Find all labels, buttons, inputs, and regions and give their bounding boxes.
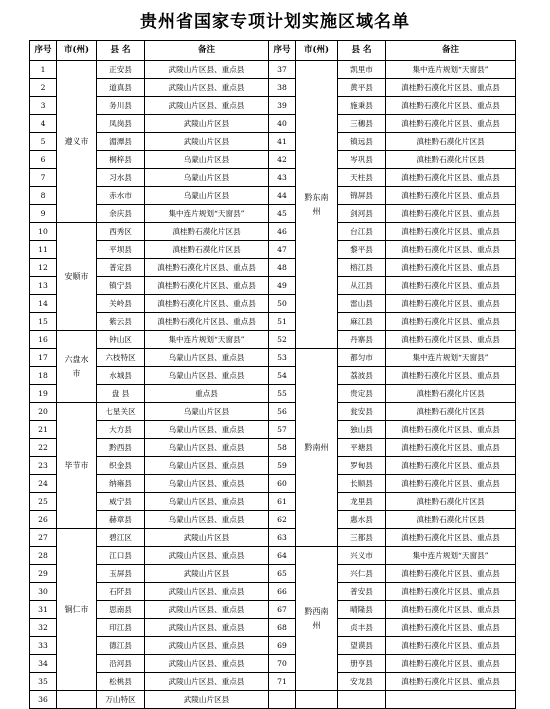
note: 滇桂黔石漠化片区县 xyxy=(145,241,269,259)
row-number: 23 xyxy=(30,457,57,475)
note: 滇桂黔石漠化片区县、重点县 xyxy=(386,187,516,205)
row-number: 49 xyxy=(269,277,296,295)
county-name: 桐梓县 xyxy=(97,151,145,169)
county-name: 盘 县 xyxy=(97,385,145,403)
row-number: 52 xyxy=(269,331,296,349)
city-name: 黔东南州 xyxy=(304,192,329,216)
row-number: 32 xyxy=(30,619,57,637)
header-city: 市(州) xyxy=(57,41,97,61)
row-number: 39 xyxy=(269,97,296,115)
county-name: 独山县 xyxy=(338,421,386,439)
row-number: 9 xyxy=(30,205,57,223)
county-name: 黔西县 xyxy=(97,439,145,457)
county-name: 麻江县 xyxy=(338,313,386,331)
county-name: 惠水县 xyxy=(338,511,386,529)
county-name: 水城县 xyxy=(97,367,145,385)
city-name: 遵义市 xyxy=(64,136,89,146)
note: 重点县 xyxy=(145,385,269,403)
table-row xyxy=(30,241,516,259)
note: 滇桂黔石漠化片区县、重点县 xyxy=(386,475,516,493)
city-cell xyxy=(57,691,97,709)
row-number: 40 xyxy=(269,115,296,133)
county-name: 大方县 xyxy=(97,421,145,439)
note: 滇桂黔石漠化片区县 xyxy=(386,493,516,511)
table-row xyxy=(30,439,516,457)
county-name: 册亨县 xyxy=(338,655,386,673)
note: 乌蒙山片区县 xyxy=(145,151,269,169)
table-row xyxy=(30,385,516,403)
county-name: 镇宁县 xyxy=(97,277,145,295)
row-number: 42 xyxy=(269,151,296,169)
county-name: 天柱县 xyxy=(338,169,386,187)
county-name: 七星关区 xyxy=(97,403,145,421)
row-number: 20 xyxy=(30,403,57,421)
county-name: 贞丰县 xyxy=(338,619,386,637)
row-number: 17 xyxy=(30,349,57,367)
note: 滇桂黔石漠化片区县、重点县 xyxy=(386,637,516,655)
note: 滇桂黔石漠化片区县、重点县 xyxy=(386,673,516,691)
row-number: 19 xyxy=(30,385,57,403)
row-number: 70 xyxy=(269,655,296,673)
row-number: 21 xyxy=(30,421,57,439)
table-row xyxy=(30,259,516,277)
note: 乌蒙山片区县、重点县 xyxy=(145,439,269,457)
county-name: 印江县 xyxy=(97,619,145,637)
table-row xyxy=(30,457,516,475)
row-number: 18 xyxy=(30,367,57,385)
table-row xyxy=(30,331,516,349)
row-number: 27 xyxy=(30,529,57,547)
note: 滇桂黔石漠化片区县、重点县 xyxy=(386,205,516,223)
row-number: 5 xyxy=(30,133,57,151)
row-number: 57 xyxy=(269,421,296,439)
county-name: 兴义市 xyxy=(338,547,386,565)
note: 滇桂黔石漠化片区县、重点县 xyxy=(386,223,516,241)
row-number: 13 xyxy=(30,277,57,295)
table-row xyxy=(30,475,516,493)
county-name: 普安县 xyxy=(338,583,386,601)
county-name: 望谟县 xyxy=(338,637,386,655)
note: 武陵山片区县、重点县 xyxy=(145,673,269,691)
note: 滇桂黔石漠化片区县、重点县 xyxy=(386,655,516,673)
city-cell xyxy=(57,61,97,223)
county-name: 贵定县 xyxy=(338,385,386,403)
county-name: 凯里市 xyxy=(338,61,386,79)
county-name: 锦屏县 xyxy=(338,187,386,205)
row-number: 45 xyxy=(269,205,296,223)
note: 滇桂黔石漠化片区县、重点县 xyxy=(145,313,269,331)
county-name: 黎平县 xyxy=(338,241,386,259)
city-cell xyxy=(296,547,338,691)
county-name: 安龙县 xyxy=(338,673,386,691)
row-number: 71 xyxy=(269,673,296,691)
row-number: 56 xyxy=(269,403,296,421)
note: 集中连片规划“天窗县” xyxy=(386,547,516,565)
county-name: 瓮安县 xyxy=(338,403,386,421)
county-name: 施秉县 xyxy=(338,97,386,115)
note: 集中连片规划“天窗县” xyxy=(145,205,269,223)
empty-note xyxy=(386,691,516,709)
note: 滇桂黔石漠化片区县、重点县 xyxy=(145,295,269,313)
note: 武陵山片区县、重点县 xyxy=(145,601,269,619)
table-row xyxy=(30,511,516,529)
row-number: 14 xyxy=(30,295,57,313)
county-name: 纳雍县 xyxy=(97,475,145,493)
note: 乌蒙山片区县、重点县 xyxy=(145,457,269,475)
table-row xyxy=(30,601,516,619)
city-cell xyxy=(296,349,338,547)
county-name: 威宁县 xyxy=(97,493,145,511)
table-row xyxy=(30,349,516,367)
note: 乌蒙山片区县 xyxy=(145,169,269,187)
table-row xyxy=(30,79,516,97)
header-city: 市(州) xyxy=(296,41,338,61)
row-number: 2 xyxy=(30,79,57,97)
row-number: 66 xyxy=(269,583,296,601)
row-number: 36 xyxy=(30,691,57,709)
note: 滇桂黔石漠化片区县、重点县 xyxy=(386,421,516,439)
row-number: 12 xyxy=(30,259,57,277)
note: 滇桂黔石漠化片区县、重点县 xyxy=(386,241,516,259)
region-table xyxy=(29,40,516,709)
note: 武陵山片区县、重点县 xyxy=(145,79,269,97)
row-number: 68 xyxy=(269,619,296,637)
table-row xyxy=(30,673,516,691)
row-number: 33 xyxy=(30,637,57,655)
county-name: 正安县 xyxy=(97,61,145,79)
county-name: 三穗县 xyxy=(338,115,386,133)
empty-row-number xyxy=(269,691,296,709)
city-name: 安顺市 xyxy=(64,271,89,281)
row-number: 4 xyxy=(30,115,57,133)
county-name: 罗甸县 xyxy=(338,457,386,475)
table-row xyxy=(30,691,516,709)
county-name: 荔波县 xyxy=(338,367,386,385)
note: 滇桂黔石漠化片区县、重点县 xyxy=(386,331,516,349)
city-name: 黔西南州 xyxy=(304,606,329,630)
row-number: 3 xyxy=(30,97,57,115)
table-row xyxy=(30,619,516,637)
county-name: 习水县 xyxy=(97,169,145,187)
table-row xyxy=(30,529,516,547)
note: 滇桂黔石漠化片区县、重点县 xyxy=(386,277,516,295)
table-header-row xyxy=(30,41,516,61)
note: 滇桂黔石漠化片区县、重点县 xyxy=(145,277,269,295)
row-number: 22 xyxy=(30,439,57,457)
row-number: 26 xyxy=(30,511,57,529)
county-name: 从江县 xyxy=(338,277,386,295)
row-number: 25 xyxy=(30,493,57,511)
county-name: 万山特区 xyxy=(97,691,145,709)
note: 滇桂黔石漠化片区县 xyxy=(145,223,269,241)
note: 武陵山片区县 xyxy=(145,529,269,547)
county-name: 六枝特区 xyxy=(97,349,145,367)
city-name: 六盘水市 xyxy=(64,354,89,378)
row-number: 51 xyxy=(269,313,296,331)
row-number: 43 xyxy=(269,169,296,187)
county-name: 务川县 xyxy=(97,97,145,115)
header-county: 县 名 xyxy=(338,41,386,61)
row-number: 55 xyxy=(269,385,296,403)
table-row xyxy=(30,97,516,115)
city-cell xyxy=(57,223,97,331)
row-number: 11 xyxy=(30,241,57,259)
county-name: 石阡县 xyxy=(97,583,145,601)
row-number: 44 xyxy=(269,187,296,205)
county-name: 兴仁县 xyxy=(338,565,386,583)
row-number: 46 xyxy=(269,223,296,241)
row-number: 1 xyxy=(30,61,57,79)
county-name: 道真县 xyxy=(97,79,145,97)
county-name: 剑河县 xyxy=(338,205,386,223)
county-name: 凤岗县 xyxy=(97,115,145,133)
note: 滇桂黔石漠化片区县 xyxy=(386,511,516,529)
header-num: 序号 xyxy=(30,41,57,61)
note: 武陵山片区县 xyxy=(145,691,269,709)
table-row xyxy=(30,277,516,295)
table-row xyxy=(30,223,516,241)
city-name: 铜仁市 xyxy=(64,604,89,614)
note: 滇桂黔石漠化片区县、重点县 xyxy=(386,259,516,277)
table-row xyxy=(30,637,516,655)
row-number: 16 xyxy=(30,331,57,349)
note: 武陵山片区县 xyxy=(145,115,269,133)
city-name: 黔南州 xyxy=(304,442,329,452)
row-number: 6 xyxy=(30,151,57,169)
city-cell xyxy=(57,403,97,529)
note: 滇桂黔石漠化片区县 xyxy=(386,403,516,421)
county-name: 思南县 xyxy=(97,601,145,619)
note: 滇桂黔石漠化片区县、重点县 xyxy=(386,601,516,619)
table-row xyxy=(30,313,516,331)
row-number: 15 xyxy=(30,313,57,331)
note: 集中连片规划“天窗县” xyxy=(145,331,269,349)
row-number: 54 xyxy=(269,367,296,385)
note: 乌蒙山片区县 xyxy=(145,403,269,421)
row-number: 28 xyxy=(30,547,57,565)
note: 集中连片规划“天窗县” xyxy=(386,61,516,79)
county-name: 丹寨县 xyxy=(338,331,386,349)
note: 滇桂黔石漠化片区县、重点县 xyxy=(386,367,516,385)
row-number: 34 xyxy=(30,655,57,673)
county-name: 平塘县 xyxy=(338,439,386,457)
note: 滇桂黔石漠化片区县、重点县 xyxy=(386,439,516,457)
county-name: 钟山区 xyxy=(97,331,145,349)
row-number: 53 xyxy=(269,349,296,367)
note: 滇桂黔石漠化片区县、重点县 xyxy=(386,565,516,583)
header-num: 序号 xyxy=(269,41,296,61)
note: 武陵山片区县、重点县 xyxy=(145,619,269,637)
table-row xyxy=(30,205,516,223)
county-name: 晴隆县 xyxy=(338,601,386,619)
table-row xyxy=(30,565,516,583)
county-name: 玉屏县 xyxy=(97,565,145,583)
header-note: 备注 xyxy=(386,41,516,61)
row-number: 50 xyxy=(269,295,296,313)
county-name: 碧江区 xyxy=(97,529,145,547)
note: 滇桂黔石漠化片区县、重点县 xyxy=(386,169,516,187)
table-row xyxy=(30,115,516,133)
city-cell xyxy=(57,331,97,403)
note: 滇桂黔石漠化片区县、重点县 xyxy=(386,295,516,313)
county-name: 雷山县 xyxy=(338,295,386,313)
county-name: 龙里县 xyxy=(338,493,386,511)
note: 滇桂黔石漠化片区县、重点县 xyxy=(386,583,516,601)
note: 滇桂黔石漠化片区县、重点县 xyxy=(386,619,516,637)
note: 乌蒙山片区县、重点县 xyxy=(145,511,269,529)
note: 武陵山片区县、重点县 xyxy=(145,547,269,565)
row-number: 24 xyxy=(30,475,57,493)
table-row xyxy=(30,493,516,511)
header-note: 备注 xyxy=(145,41,269,61)
county-name: 岑巩县 xyxy=(338,151,386,169)
row-number: 35 xyxy=(30,673,57,691)
table-body xyxy=(30,61,516,709)
row-number: 30 xyxy=(30,583,57,601)
county-name: 湄潭县 xyxy=(97,133,145,151)
row-number: 47 xyxy=(269,241,296,259)
table-row xyxy=(30,169,516,187)
table-row xyxy=(30,583,516,601)
row-number: 62 xyxy=(269,511,296,529)
county-name: 都匀市 xyxy=(338,349,386,367)
county-name: 织金县 xyxy=(97,457,145,475)
county-name: 沿河县 xyxy=(97,655,145,673)
page-title: 贵州省国家专项计划实施区域名单 xyxy=(140,12,410,32)
county-name: 台江县 xyxy=(338,223,386,241)
county-name: 镇远县 xyxy=(338,133,386,151)
row-number: 69 xyxy=(269,637,296,655)
table-row xyxy=(30,61,516,79)
table-row xyxy=(30,421,516,439)
note: 集中连片规划“天窗县” xyxy=(386,349,516,367)
county-name: 黄平县 xyxy=(338,79,386,97)
row-number: 38 xyxy=(269,79,296,97)
note: 乌蒙山片区县、重点县 xyxy=(145,367,269,385)
county-name: 三都县 xyxy=(338,529,386,547)
header-county: 县 名 xyxy=(97,41,145,61)
note: 武陵山片区县、重点县 xyxy=(145,97,269,115)
row-number: 48 xyxy=(269,259,296,277)
table-row xyxy=(30,187,516,205)
row-number: 64 xyxy=(269,547,296,565)
county-name: 榕江县 xyxy=(338,259,386,277)
note: 滇桂黔石漠化片区县、重点县 xyxy=(386,97,516,115)
county-name: 西秀区 xyxy=(97,223,145,241)
note: 滇桂黔石漠化片区县 xyxy=(386,385,516,403)
empty-county-name xyxy=(338,691,386,709)
note: 武陵山片区县、重点县 xyxy=(145,583,269,601)
county-name: 普定县 xyxy=(97,259,145,277)
empty-city-cell xyxy=(296,691,338,709)
row-number: 63 xyxy=(269,529,296,547)
county-name: 松桃县 xyxy=(97,673,145,691)
county-name: 赫章县 xyxy=(97,511,145,529)
county-name: 长顺县 xyxy=(338,475,386,493)
row-number: 37 xyxy=(269,61,296,79)
table-row xyxy=(30,295,516,313)
row-number: 8 xyxy=(30,187,57,205)
county-name: 关岭县 xyxy=(97,295,145,313)
table-row xyxy=(30,547,516,565)
row-number: 65 xyxy=(269,565,296,583)
city-cell xyxy=(57,529,97,691)
row-number: 61 xyxy=(269,493,296,511)
note: 武陵山片区县、重点县 xyxy=(145,61,269,79)
table-row xyxy=(30,151,516,169)
row-number: 60 xyxy=(269,475,296,493)
note: 武陵山片区县、重点县 xyxy=(145,637,269,655)
note: 滇桂黔石漠化片区县、重点县 xyxy=(386,115,516,133)
note: 乌蒙山片区县、重点县 xyxy=(145,475,269,493)
row-number: 29 xyxy=(30,565,57,583)
note: 滇桂黔石漠化片区县、重点县 xyxy=(145,259,269,277)
county-name: 德江县 xyxy=(97,637,145,655)
row-number: 31 xyxy=(30,601,57,619)
note: 滇桂黔石漠化片区县、重点县 xyxy=(386,529,516,547)
note: 滇桂黔石漠化片区县、重点县 xyxy=(386,79,516,97)
county-name: 紫云县 xyxy=(97,313,145,331)
note: 武陵山片区县 xyxy=(145,133,269,151)
county-name: 赤水市 xyxy=(97,187,145,205)
row-number: 59 xyxy=(269,457,296,475)
note: 乌蒙山片区县、重点县 xyxy=(145,349,269,367)
county-name: 江口县 xyxy=(97,547,145,565)
table-row xyxy=(30,655,516,673)
note: 滇桂黔石漠化片区县 xyxy=(386,133,516,151)
row-number: 41 xyxy=(269,133,296,151)
row-number: 10 xyxy=(30,223,57,241)
note: 滇桂黔石漠化片区县、重点县 xyxy=(386,313,516,331)
city-cell xyxy=(296,61,338,349)
row-number: 7 xyxy=(30,169,57,187)
row-number: 58 xyxy=(269,439,296,457)
table-row xyxy=(30,367,516,385)
county-name: 余庆县 xyxy=(97,205,145,223)
table-row xyxy=(30,403,516,421)
note: 滇桂黔石漠化片区县、重点县 xyxy=(386,457,516,475)
note: 乌蒙山片区县、重点县 xyxy=(145,421,269,439)
city-name: 毕节市 xyxy=(64,460,89,470)
note: 乌蒙山片区县 xyxy=(145,187,269,205)
note: 滇桂黔石漠化片区县 xyxy=(386,151,516,169)
note: 乌蒙山片区县、重点县 xyxy=(145,493,269,511)
note: 武陵山片区县 xyxy=(145,565,269,583)
table-row xyxy=(30,133,516,151)
row-number: 67 xyxy=(269,601,296,619)
county-name: 平坝县 xyxy=(97,241,145,259)
note: 武陵山片区县、重点县 xyxy=(145,655,269,673)
